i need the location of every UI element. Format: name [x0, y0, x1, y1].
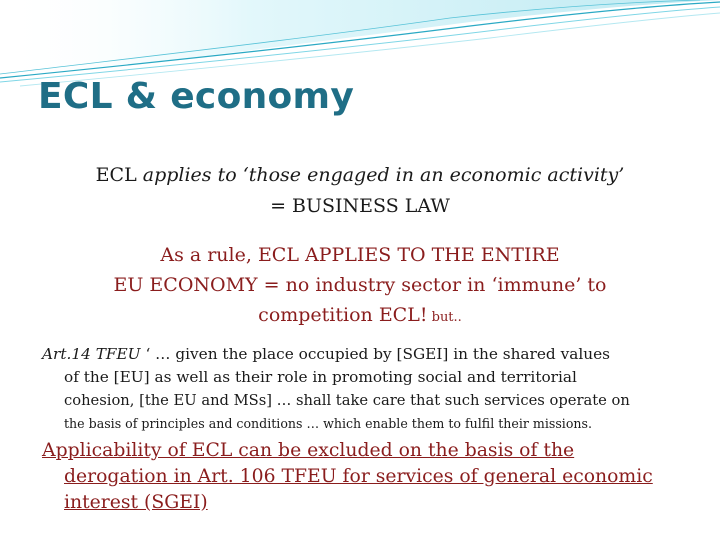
p1-prefix: ECL	[95, 164, 143, 186]
p4-line-1: Applicability of ECL can be excluded on the basis of the	[42, 440, 575, 461]
p3-line-1	[42, 343, 692, 366]
p1-italic-quote: applies to ‘those engaged in an economic activity’	[142, 164, 625, 186]
p4-line-3: interest (SGEI)	[64, 492, 208, 513]
p3-line-2: of the [EU] as well as their role in promoting social and territorial	[64, 368, 577, 386]
p3-art14-label: Art.14 TFEU	[42, 345, 141, 363]
p4-line-2: derogation in Art. 106 TFEU for services of general economic	[64, 466, 653, 487]
paragraph-art14-quote	[42, 343, 692, 435]
paragraph-ecl-applies	[20, 160, 700, 222]
p3-line-1-text: ‘ … given the place occupied by [SGEI] in the shared values	[140, 345, 610, 363]
p1-business-law: = BUSINESS LAW	[270, 195, 450, 217]
p2-line-1: As a rule, ECL APPLIES TO THE ENTIRE	[160, 244, 560, 266]
paragraph-applicability	[42, 438, 692, 516]
slide-title: ECL & economy	[38, 76, 355, 117]
p2-line-2: EU ECONOMY = no industry sector in ‘immune’ to	[113, 274, 607, 296]
paragraph-ecl-rule	[20, 240, 700, 333]
p2-line-3: competition ECL!	[258, 304, 428, 326]
p3-line-3: cohesion, [the EU and MSs] … shall take care that such services operate on	[64, 392, 630, 409]
p2-but: but..	[427, 310, 462, 325]
p3-line-4: the basis of principles and conditions … which enable them to fulfil their missions.	[64, 416, 592, 431]
